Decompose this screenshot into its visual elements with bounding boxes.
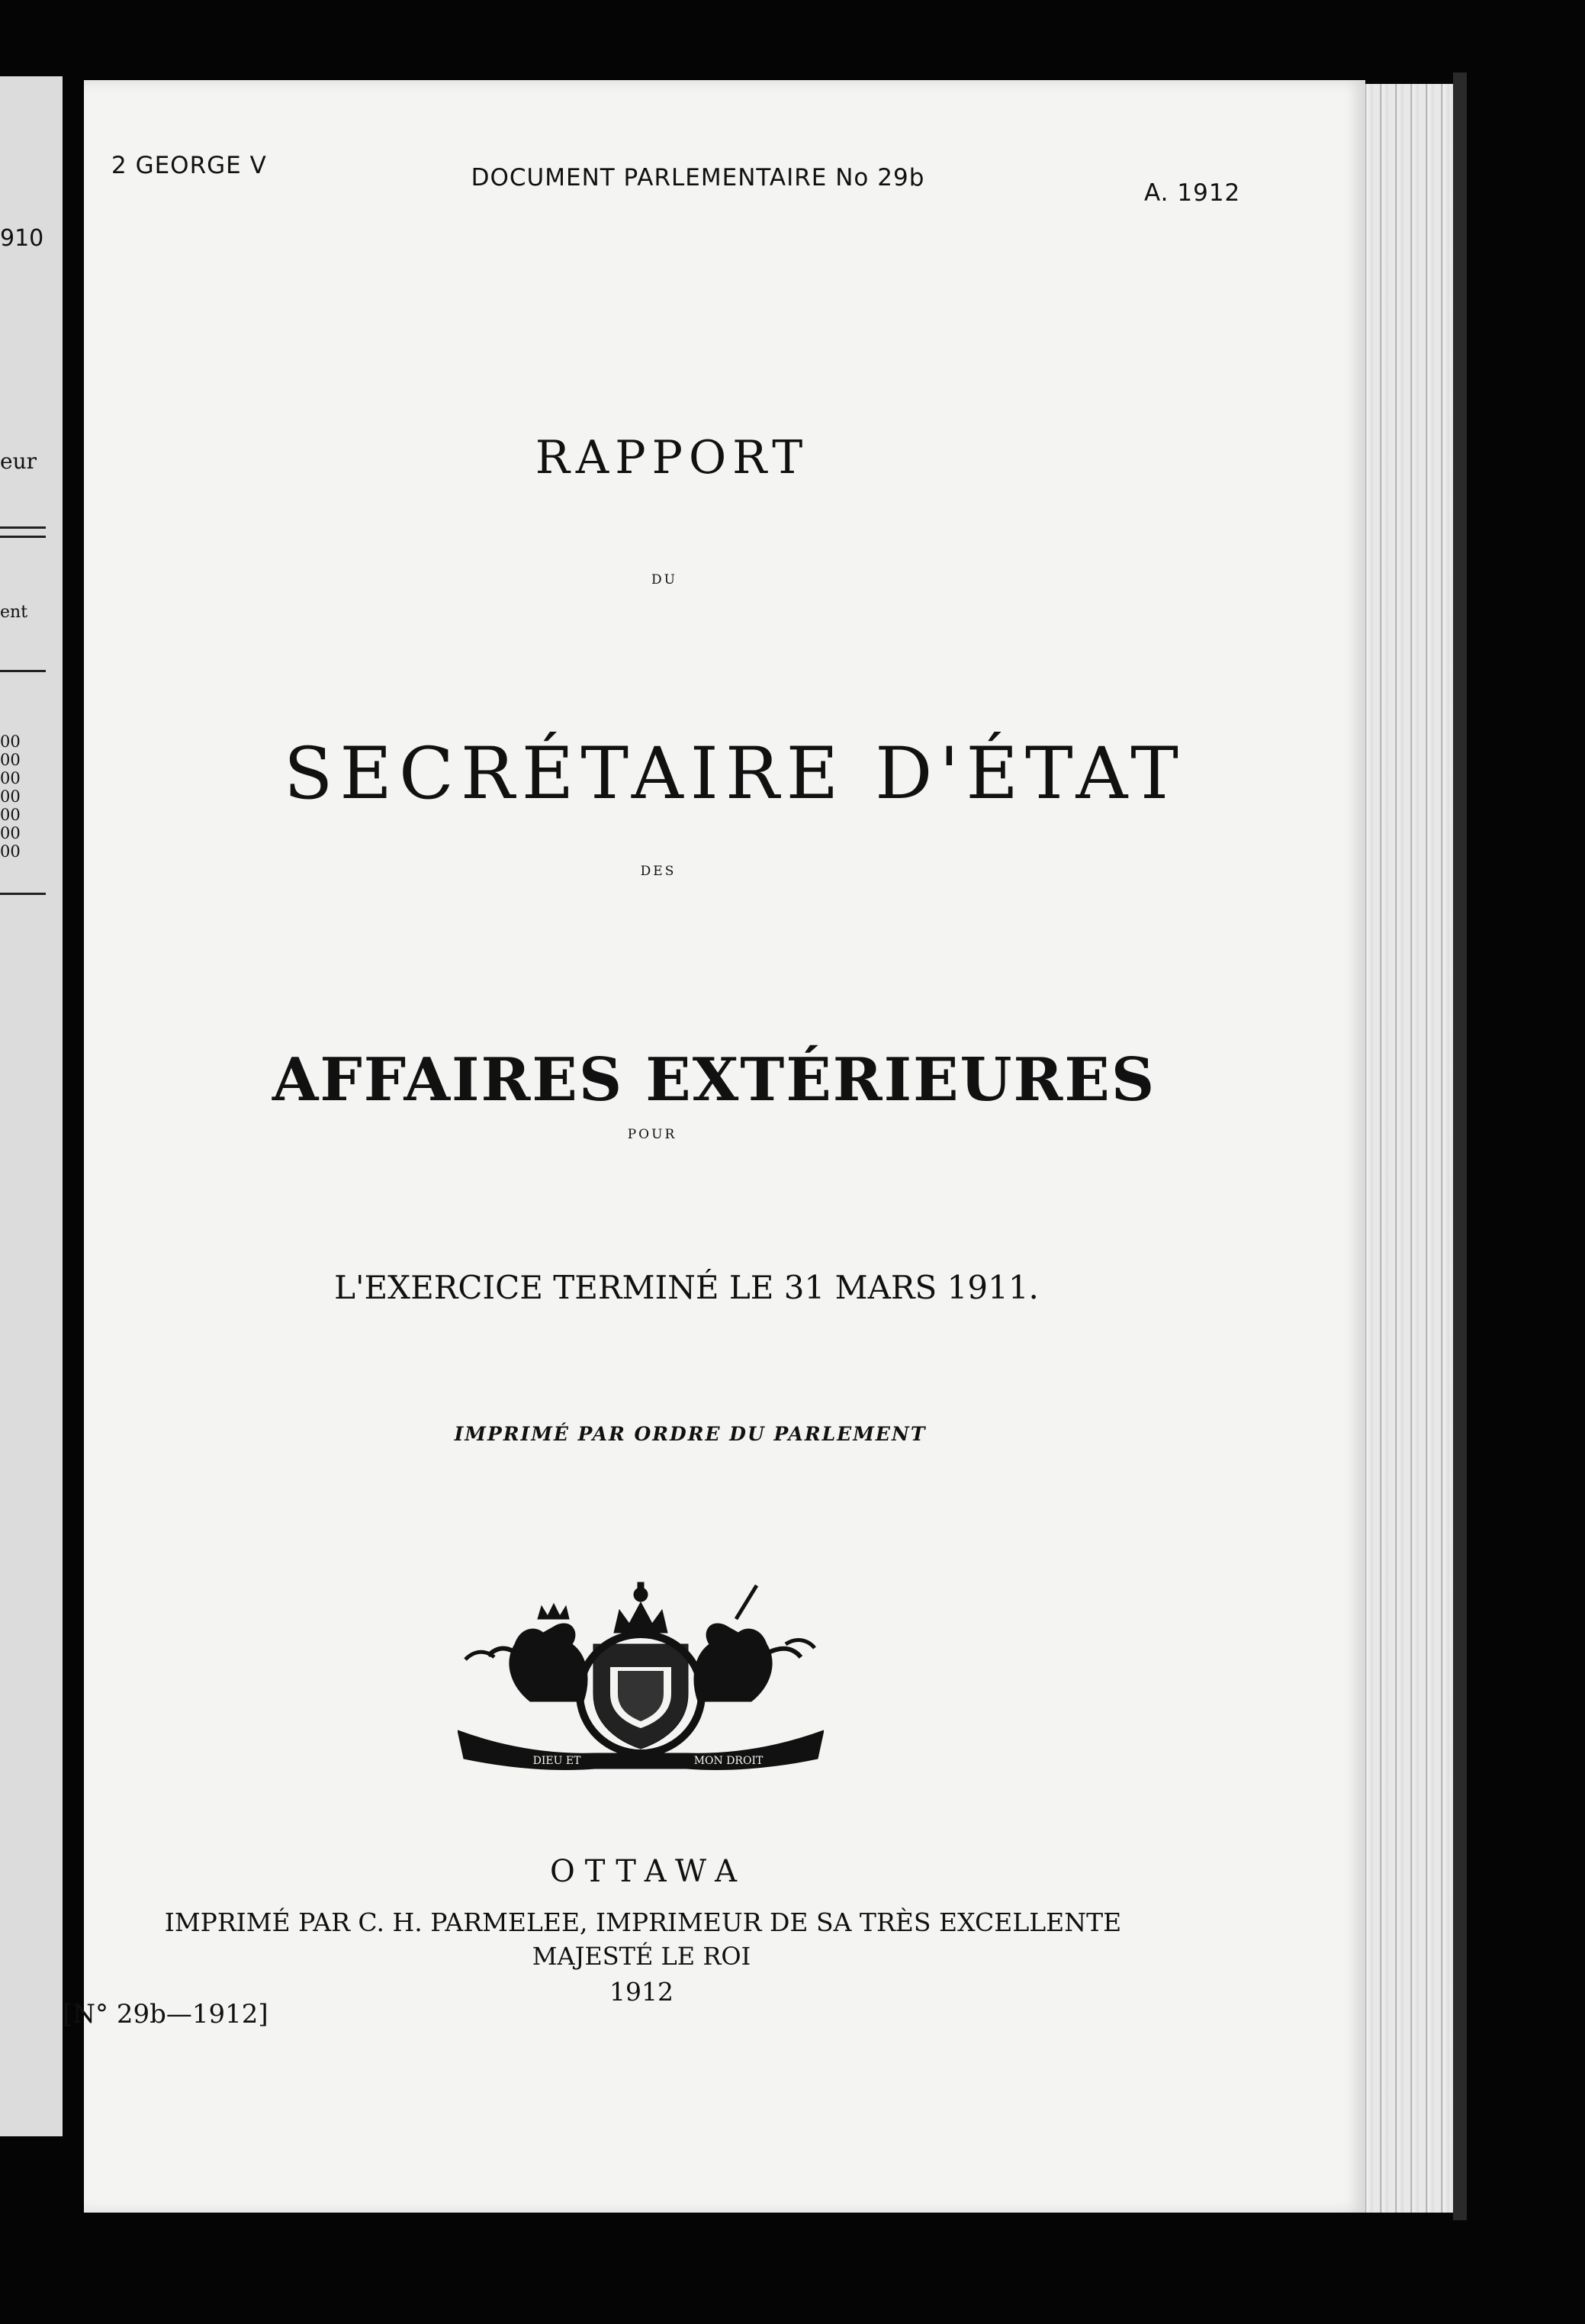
title-exercice: L'EXERCICE TERMINÉ LE 31 MARS 1911.: [334, 1269, 1039, 1306]
title-du: DU: [651, 572, 677, 587]
title-rapport: RAPPORT: [535, 431, 809, 484]
imprint-year: 1912: [609, 1977, 674, 2007]
crest-motto-right: MON DROIT: [693, 1755, 764, 1767]
previous-page-edge: [0, 76, 63, 2136]
previous-page-number: 00: [0, 732, 21, 751]
previous-page-rule: [0, 536, 46, 538]
imprint-majesty-line: MAJESTÉ LE ROI: [532, 1942, 751, 1971]
previous-page-rule: [0, 670, 46, 672]
previous-page-number: 00: [0, 769, 21, 787]
title-secretaire-d-etat: SECRÉTAIRE D'ÉTAT: [284, 732, 1185, 816]
document-number: [N° 29b—1912]: [63, 1999, 268, 2029]
imprint-printer-line: IMPRIMÉ PAR C. H. PARMELEE, IMPRIMEUR DE SA TRÈS EXCELLENTE: [164, 1907, 1122, 1937]
imprint-city: OTTAWA: [550, 1854, 747, 1889]
title-page: [63, 80, 1365, 2213]
book-cover-edge: [1453, 72, 1467, 2220]
previous-page-word-fragment: eur: [0, 449, 37, 474]
royal-coat-of-arms-icon: [458, 1572, 824, 1770]
crest-motto-left: DIEU ET: [532, 1755, 581, 1767]
printed-order: IMPRIMÉ PAR ORDRE DU PARLEMENT: [454, 1423, 927, 1445]
header-left: 2 GEORGE V: [111, 152, 267, 179]
title-des: DES: [640, 864, 677, 879]
previous-page-number: 00: [0, 751, 21, 769]
previous-page-number: 00: [0, 787, 21, 806]
previous-page-number: 00: [0, 824, 21, 842]
title-pour: POUR: [627, 1127, 677, 1142]
previous-page-rule: [0, 893, 46, 895]
header-right: A. 1912: [1144, 179, 1241, 207]
title-affaires-exterieures: AFFAIRES EXTÉRIEURES: [272, 1045, 1156, 1115]
header-center: DOCUMENT PARLEMENTAIRE No 29b: [471, 164, 925, 192]
previous-page-number: 00: [0, 806, 21, 824]
previous-page-rule: [0, 526, 46, 529]
previous-page-number: 00: [0, 842, 21, 861]
previous-page-year-fragment: 910: [0, 225, 44, 252]
previous-page-word-fragment: ent: [0, 603, 28, 622]
